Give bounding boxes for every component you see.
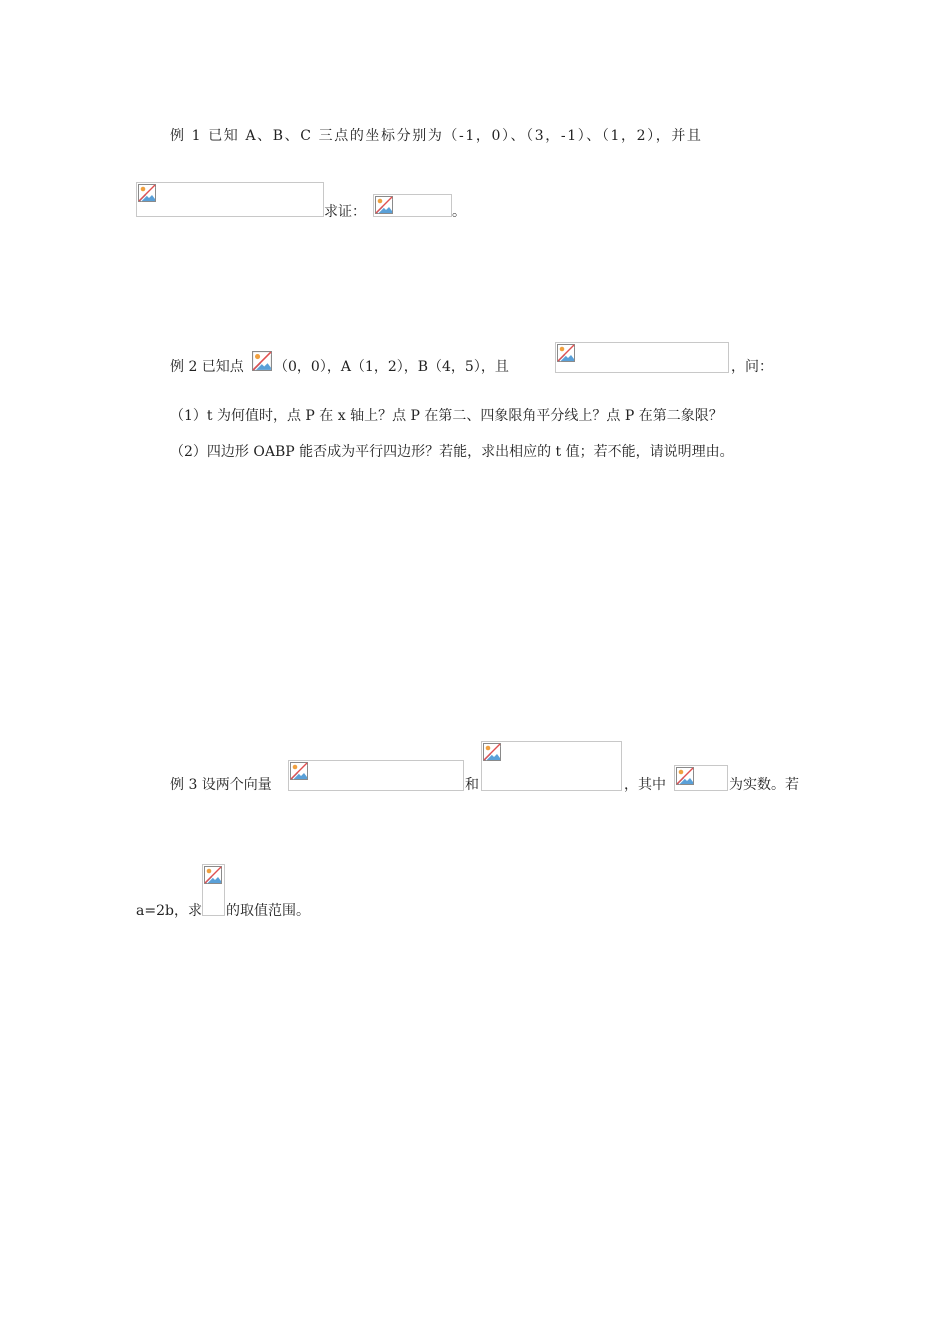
formula-image-ex3-params [674,765,728,791]
example-2-prefix: 例 2 已知点 [170,359,244,375]
broken-image-icon [676,767,694,785]
formula-image-ex3-target [202,864,225,916]
broken-image-icon [204,866,222,884]
broken-image-icon [375,196,393,214]
period: 。 [452,204,466,220]
broken-image-icon [252,351,272,371]
broken-image-icon [138,184,156,202]
example-3-prefix: 例 3 设两个向量 [170,777,272,793]
formula-image-ex3-vector-a [288,760,464,791]
where-text: ，其中 [624,777,666,793]
a-equals-2b-text: a=2b，求 [136,903,202,919]
example-2-coords: （0，0），A（1，2），B（4，5），且 [274,359,509,375]
broken-image-icon [557,344,575,362]
broken-image-icon [483,743,501,761]
prove-label: 求证： [324,204,366,220]
range-text: 的取值范围。 [226,903,310,919]
real-number-text: 为实数。若 [729,777,799,793]
formula-image-ex1-condition [136,182,324,217]
formula-image-ex2-condition [555,342,729,373]
formula-image-ex3-vector-b [481,741,622,791]
example-1-text: 例 1 已知 A、B、C 三点的坐标分别为（-1，0）、（3，-1）、（1，2），并且 [170,128,703,144]
and-text: 和 [465,777,479,793]
broken-image-icon [290,762,308,780]
example-2-question-1: （1）t 为何值时，点 P 在 x 轴上？点 P 在第二、四象限角平分线上？点 P 在第二象限？ [170,408,723,424]
example-2-question-2: （2）四边形 OABP 能否成为平行四边形？若能，求出相应的 t 值；若不能，请说明理由。 [170,444,734,460]
formula-image-ex2-point [251,350,272,372]
formula-image-ex1-proof [373,194,452,217]
example-2-ask: ，问： [731,359,773,375]
